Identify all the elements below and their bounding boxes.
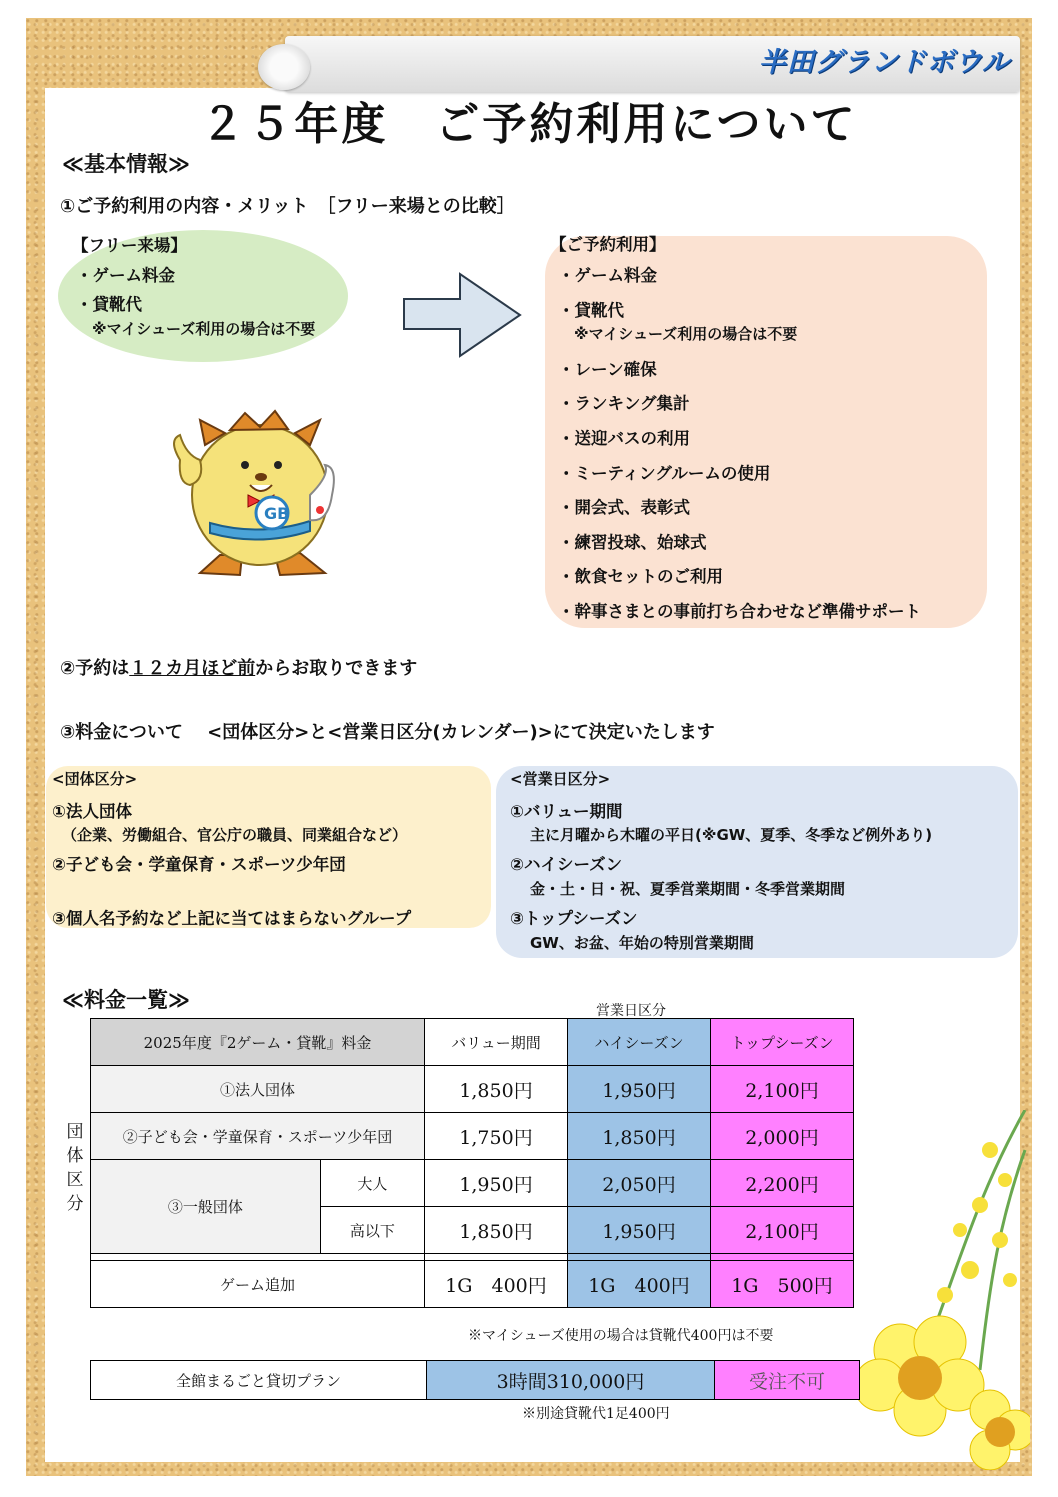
free-item: ・貸靴代 bbox=[76, 295, 142, 314]
price-cell: 1,850円 bbox=[425, 1207, 568, 1254]
business-day-label: 営業日区分 bbox=[596, 1003, 666, 1019]
price-cell: 1,750円 bbox=[425, 1113, 568, 1160]
tape-roll bbox=[258, 44, 310, 90]
sub-row-label: 大人 bbox=[320, 1160, 424, 1207]
table-row bbox=[91, 1361, 860, 1400]
reserve-item: ・貸靴代 bbox=[558, 301, 624, 320]
row-label: ①法人団体 bbox=[91, 1066, 425, 1113]
reserve-item: ・練習投球、始球式 bbox=[558, 533, 707, 552]
plan-price: 3時間310,000円 bbox=[427, 1361, 715, 1400]
reserve-item: ・レーン確保 bbox=[558, 360, 657, 379]
mascot-illustration bbox=[160, 405, 350, 580]
brand-logo: 半田グランドボウル bbox=[758, 47, 1010, 78]
free-item: ・ゲーム料金 bbox=[76, 266, 175, 285]
plan-status: 受注不可 bbox=[715, 1361, 860, 1400]
price-cell: 1,850円 bbox=[425, 1066, 568, 1113]
reserve-item: ・送迎バスの利用 bbox=[558, 429, 690, 448]
table-row bbox=[91, 1113, 854, 1160]
business-line: ①バリュー期間 bbox=[510, 802, 623, 821]
price-cell: 1,950円 bbox=[568, 1207, 711, 1254]
charter-plan-table bbox=[90, 1360, 860, 1400]
reserve-item: ・ランキング集計 bbox=[558, 394, 690, 413]
col-header-value: バリュー期間 bbox=[425, 1019, 568, 1066]
basic-info-header: ≪基本情報≫ bbox=[62, 152, 190, 176]
row-label: ③一般団体 bbox=[91, 1160, 321, 1254]
free-note: ※マイシューズ利用の場合は不要 bbox=[92, 320, 316, 338]
fee-table bbox=[90, 1018, 854, 1308]
group-category-box bbox=[46, 766, 491, 928]
page-title: ２５年度 ご予約利用について bbox=[200, 99, 858, 150]
price-cell: 1,850円 bbox=[568, 1113, 711, 1160]
arrow-right-icon bbox=[402, 272, 524, 358]
sub-row-label: 高以下 bbox=[320, 1207, 424, 1254]
reserve-item: ・ミーティングルームの使用 bbox=[558, 464, 771, 483]
shoe-note: ※マイシューズ使用の場合は貸靴代400円は不要 bbox=[468, 1328, 774, 1344]
reserve-item: ・飲食セットのご利用 bbox=[558, 567, 723, 586]
price-cell: 2,050円 bbox=[568, 1160, 711, 1207]
reserve-note: ※マイシューズ利用の場合は不要 bbox=[574, 325, 798, 343]
group-line: ③個人名予約など上記に当てはまらないグループ bbox=[52, 909, 412, 928]
group-side-label: 団体区分 bbox=[66, 1122, 84, 1214]
group-line: （企業、労働組合、官公庁の職員、同業組合など） bbox=[62, 826, 408, 844]
reserve-item: ・開会式、表彰式 bbox=[558, 498, 690, 517]
business-line: ②ハイシーズン bbox=[510, 855, 623, 874]
section1-heading: ①ご予約利用の内容・メリット ［フリー来場との比較］ bbox=[60, 196, 515, 217]
flower-decoration bbox=[840, 1110, 1030, 1470]
table-spacer-row bbox=[91, 1254, 854, 1261]
business-line: GW、お盆、年始の特別営業期間 bbox=[530, 934, 754, 952]
reserve-item: ・幹事さまとの事前打ち合わせなど準備サポート bbox=[558, 602, 921, 621]
reserve-item: ・ゲーム料金 bbox=[558, 266, 657, 285]
table-header-row bbox=[91, 1019, 854, 1066]
fee-list-header: ≪料金一覧≫ bbox=[62, 988, 190, 1012]
price-cell: 1G 400円 bbox=[425, 1261, 568, 1308]
price-cell: 1,950円 bbox=[568, 1066, 711, 1113]
section2-text: ②予約は１２カ月ほど前からお取りできます bbox=[60, 658, 418, 679]
group-line: ②子ども会・学童保育・スポーツ少年団 bbox=[52, 855, 346, 874]
table-header-title: 2025年度『2ゲーム・貸靴』料金 bbox=[91, 1019, 425, 1066]
row-label: ゲーム追加 bbox=[91, 1261, 425, 1308]
row-label: ②子ども会・学童保育・スポーツ少年団 bbox=[91, 1113, 425, 1160]
table-row bbox=[91, 1066, 854, 1113]
group-category-title: <団体区分> bbox=[52, 770, 138, 788]
svg-text:GB: GB bbox=[264, 504, 290, 523]
price-cell: 1,950円 bbox=[425, 1160, 568, 1207]
plan-label: 全館まるごと貸切プラン bbox=[91, 1361, 427, 1400]
business-line: 金・土・日・祝、夏季営業期間・冬季営業期間 bbox=[530, 880, 846, 898]
section3-heading: ③料金について <団体区分>と<営業日区分(カレンダー)>にて決定いたします bbox=[60, 722, 715, 743]
reserve-title: 【ご予約利用】 bbox=[550, 235, 666, 254]
business-day-title: <営業日区分> bbox=[510, 770, 611, 788]
group-line: ①法人団体 bbox=[52, 802, 132, 821]
business-line: 主に月曜から木曜の平日(※GW、夏季、冬季など例外あり) bbox=[530, 826, 933, 844]
price-cell: 2,200円 bbox=[711, 1160, 854, 1207]
price-cell: 1G 500円 bbox=[711, 1261, 854, 1308]
price-cell: 2,100円 bbox=[711, 1066, 854, 1113]
col-header-high: ハイシーズン bbox=[568, 1019, 711, 1066]
table-row bbox=[91, 1261, 854, 1308]
section2-underlined: １２カ月ほど前 bbox=[129, 658, 256, 679]
free-visit-title: 【フリー来場】 bbox=[72, 236, 187, 255]
col-header-top: トップシーズン bbox=[711, 1019, 854, 1066]
business-line: ③トップシーズン bbox=[510, 909, 638, 928]
price-cell: 2,000円 bbox=[711, 1113, 854, 1160]
price-cell: 2,100円 bbox=[711, 1207, 854, 1254]
table-row bbox=[91, 1160, 854, 1207]
plan-note: ※別途貸靴代1足400円 bbox=[522, 1406, 670, 1422]
price-cell: 1G 400円 bbox=[568, 1261, 711, 1308]
